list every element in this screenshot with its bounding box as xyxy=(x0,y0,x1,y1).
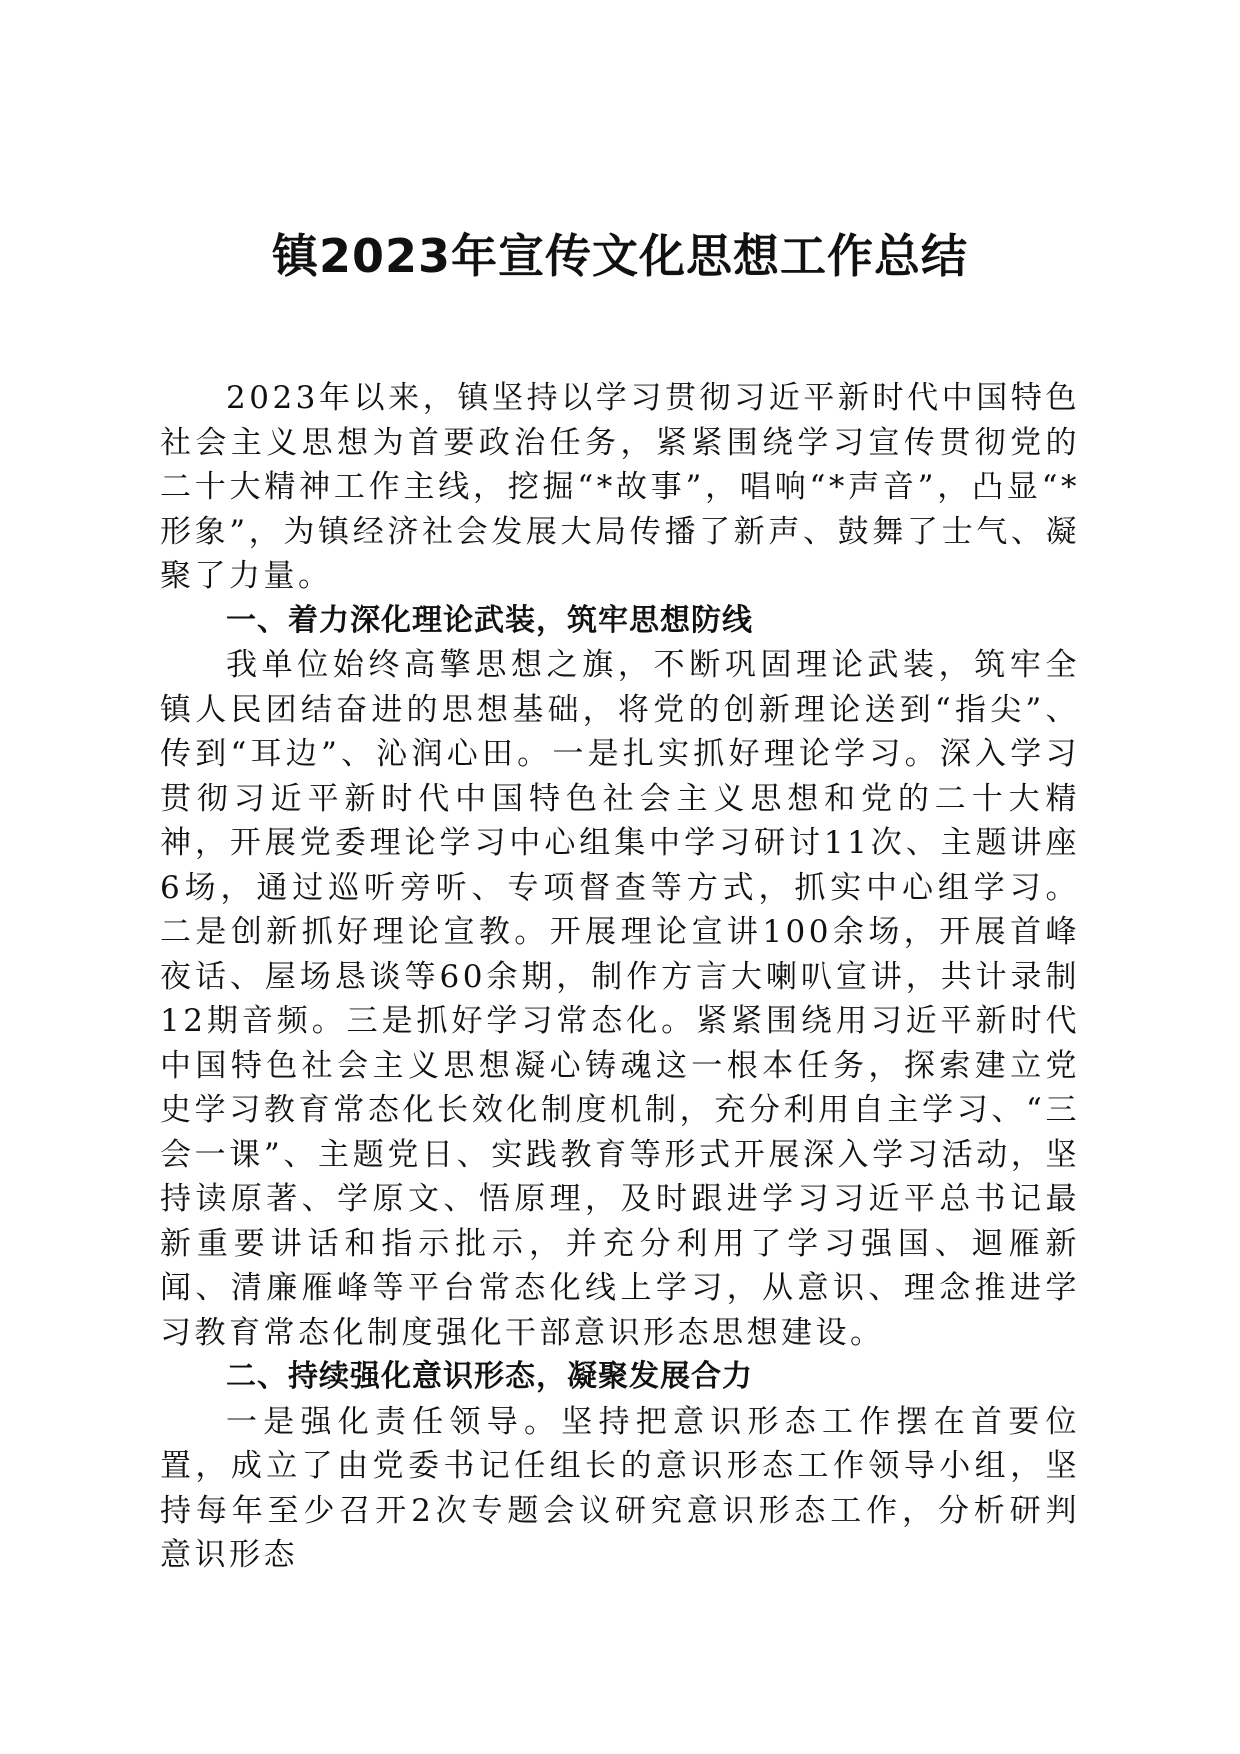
document-body xyxy=(160,376,1080,1578)
section-1-paragraph: 我单位始终高擎思想之旗，不断巩固理论武装，筑牢全镇人民团结奋进的思想基础，将党的创新理论送到“指尖”、传到“耳边”、沁润心田。一是扎实抓好理论学习。深入学习贯彻习近平新时代中国特色社会主义思想和党的二十大精神，开展党委理论学习中心组集中学习研讨11次、主题讲座6场，通过巡听旁听、专项督查等方式，抓实中心组学习。二是创新抓好理论宣教。开展理论宣讲100余场，开展首峰夜话、屋场恳谈等60余期，制作方言大喇叭宣讲，共计录制12期音频。三是抓好学习常态化。紧紧围绕用习近平新时代中国特色社会主义思想凝心铸魂这一根本任务，探索建立党史学习教育常态化长效化制度机制，充分利用自主学习、“三会一课”、主题党日、实践教育等形式开展深入学习活动，坚持读原著、学原文、悟原理，及时跟进学习习近平总书记最新重要讲话和指示批示，并充分利用了学习强国、迴雁新闻、清廉雁峰等平台常态化线上学习，从意识、理念推进学习教育常态化制度强化干部意识形态思想建设。 xyxy=(160,647,1080,1351)
intro-paragraph: 2023年以来，镇坚持以学习贯彻习近平新时代中国特色社会主义思想为首要政治任务，紧紧围绕学习宣传贯彻党的二十大精神工作主线，挖掘“*故事”，唱响“*声音”，凸显“*形象”，为镇经济社会发展大局传播了新声、鼓舞了士气、凝聚了力量。 xyxy=(160,380,1080,594)
section-2-paragraph: 一是强化责任领导。坚持把意识形态工作摆在首要位置，成立了由党委书记任组长的意识形态工作领导小组，坚持每年至少召开2次专题会议研究意识形态工作，分析研判意识形态 xyxy=(160,1403,1080,1573)
document-title: 镇2023年宣传文化思想工作总结 xyxy=(271,229,969,283)
section-1-heading: 一、着力深化理论武装，筑牢思想防线 xyxy=(226,602,753,638)
section-2-heading: 二、持续强化意识形态，凝聚发展合力 xyxy=(226,1359,753,1394)
